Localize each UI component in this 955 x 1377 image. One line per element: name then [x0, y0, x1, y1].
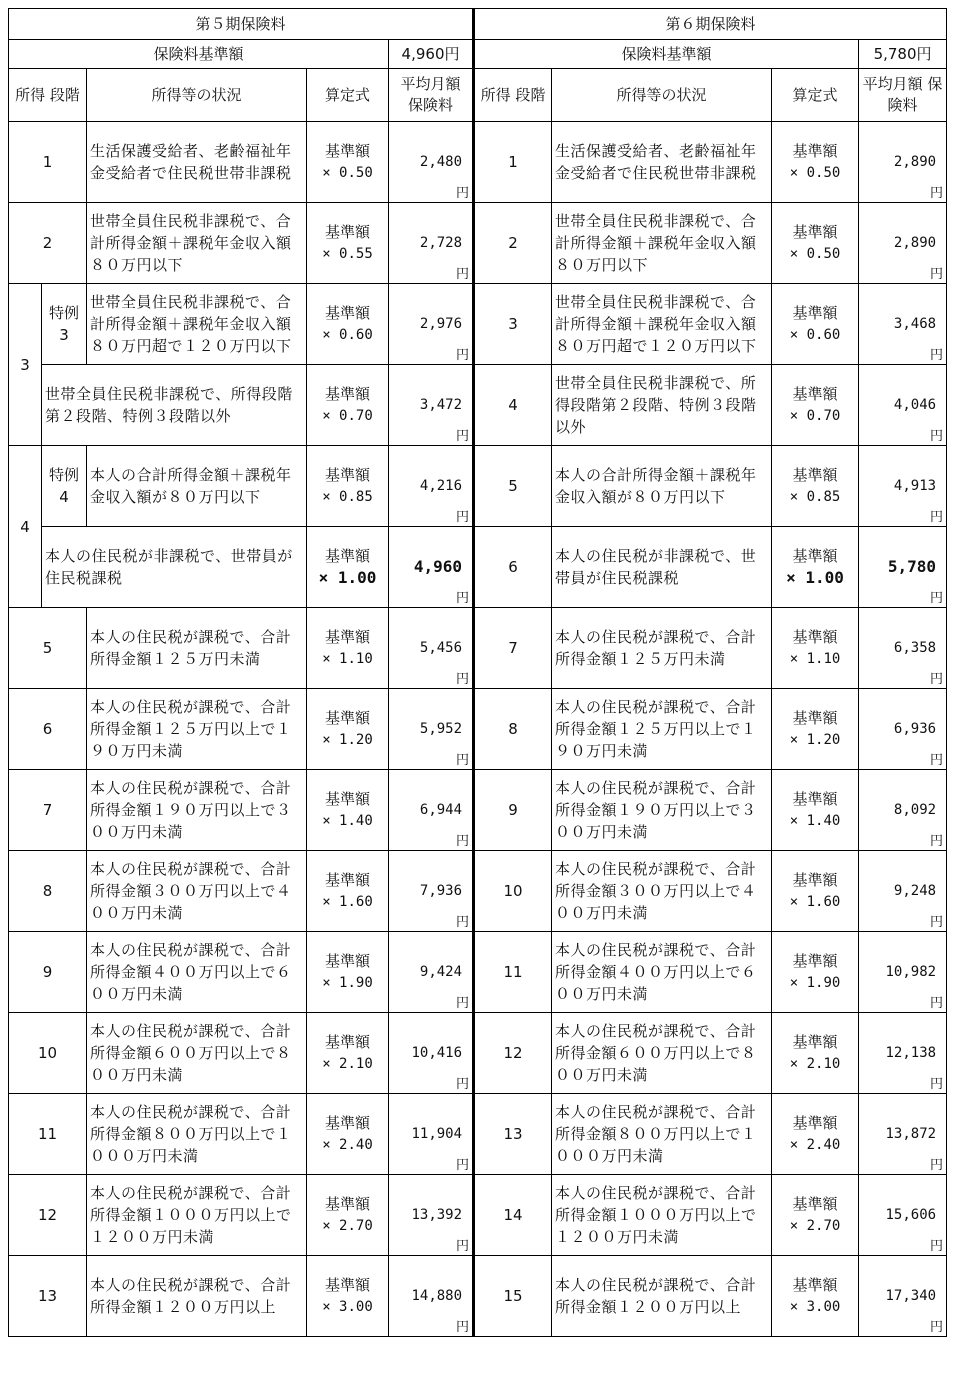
table-row [9, 203, 947, 284]
col-stage-5: 所得 段階 [9, 69, 87, 122]
stage-cell-6: 11 [474, 932, 552, 1013]
status-cell-6: 本人の住民税が課税で、合計所得金額１２００万円以上 [552, 1256, 772, 1337]
amount-value: 6,944 [419, 802, 463, 818]
formula-multiplier: × 1.10 [789, 651, 841, 667]
formula-cell-6 [772, 527, 859, 608]
status-cell-6: 世帯全員住民税非課税で、所得段階第２段階、特例３段階以外 [552, 365, 772, 446]
formula-multiplier: × 1.60 [322, 894, 373, 910]
amount-cell-6 [859, 1256, 947, 1337]
stage-group-3: 3 [9, 284, 42, 446]
stage-cell-5: 1 [9, 122, 87, 203]
formula-multiplier: × 0.85 [789, 489, 841, 505]
amount-value: 17,340 [885, 1288, 937, 1304]
status-cell-6: 本人の住民税が課税で、合計所得金額１０００万円以上で１２００万円未満 [552, 1175, 772, 1256]
status-cell-6: 世帯全員住民税非課税で、合計所得金額＋課税年金収入額８０万円以下 [552, 203, 772, 284]
formula-multiplier: × 2.10 [322, 1056, 373, 1072]
amount-cell-5 [389, 122, 474, 203]
special-stage-4: 特例 4 [42, 446, 87, 527]
formula-multiplier: × 0.50 [789, 246, 841, 262]
amount-cell-5 [389, 689, 474, 770]
yen-unit: 円 [930, 753, 944, 768]
formula-multiplier: × 1.20 [789, 732, 841, 748]
stage-cell-6: 7 [474, 608, 552, 689]
formula-cell-6 [772, 851, 859, 932]
formula-label: 基準額 [324, 1276, 370, 1294]
amount-value: 2,890 [893, 154, 937, 170]
yen-unit: 円 [456, 1320, 470, 1335]
status-cell-5: 本人の合計所得金額＋課税年金収入額が８０万円以下 [87, 446, 307, 527]
formula-multiplier: × 1.00 [786, 568, 844, 587]
formula-label: 基準額 [792, 1114, 838, 1132]
yen-unit: 円 [456, 591, 470, 606]
yen-unit: 円 [456, 996, 470, 1011]
formula-cell-5 [307, 689, 389, 770]
stage-cell-6: 2 [474, 203, 552, 284]
formula-label: 基準額 [324, 1114, 370, 1132]
formula-label: 基準額 [324, 304, 370, 322]
table-row [9, 122, 947, 203]
base-label-6: 保険料基準額 [474, 40, 859, 69]
formula-multiplier: × 1.40 [789, 813, 841, 829]
amount-value: 13,392 [411, 1207, 463, 1223]
col-formula-5: 算定式 [307, 69, 389, 122]
formula-cell-6 [772, 1094, 859, 1175]
formula-cell-5 [307, 122, 389, 203]
amount-cell-5 [389, 932, 474, 1013]
amount-cell-6 [859, 203, 947, 284]
formula-multiplier: × 0.85 [322, 489, 373, 505]
column-header-row [9, 69, 947, 122]
amount-value: 4,913 [893, 478, 937, 494]
amount-value: 7,936 [419, 883, 463, 899]
amount-value: 11,904 [411, 1126, 463, 1142]
yen-unit: 円 [456, 510, 470, 525]
yen-unit: 円 [456, 834, 470, 849]
formula-multiplier: × 1.90 [789, 975, 841, 991]
formula-multiplier: × 0.70 [322, 408, 373, 424]
formula-multiplier: × 0.55 [322, 246, 373, 262]
formula-cell-5 [307, 932, 389, 1013]
formula-cell-6 [772, 284, 859, 365]
formula-label: 基準額 [324, 628, 370, 646]
premium-comparison-table [8, 8, 947, 1337]
yen-unit: 円 [456, 267, 470, 282]
stage-cell-5: 8 [9, 851, 87, 932]
formula-label: 基準額 [792, 1276, 838, 1294]
yen-unit: 円 [930, 1239, 944, 1254]
amount-value: 3,472 [419, 397, 463, 413]
formula-multiplier: × 2.40 [322, 1137, 373, 1153]
status-cell-6: 本人の住民税が課税で、合計所得金額６００万円以上で８００万円未満 [552, 1013, 772, 1094]
stage-cell-6: 9 [474, 770, 552, 851]
amount-value: 5,456 [419, 640, 463, 656]
yen-unit: 円 [930, 1320, 944, 1335]
amount-cell-6 [859, 608, 947, 689]
status-cell-6: 世帯全員住民税非課税で、合計所得金額＋課税年金収入額８０万円超で１２０万円以下 [552, 284, 772, 365]
yen-unit: 円 [456, 429, 470, 444]
yen-unit: 円 [930, 672, 944, 687]
amount-value: 2,480 [419, 154, 463, 170]
stage-cell-6: 12 [474, 1013, 552, 1094]
formula-multiplier: × 0.50 [322, 165, 373, 181]
formula-multiplier: × 1.40 [322, 813, 373, 829]
status-cell-5: 世帯全員住民税非課税で、所得段階第２段階、特例３段階以外 [42, 365, 307, 446]
formula-multiplier: × 3.00 [322, 1299, 373, 1315]
formula-label: 基準額 [324, 709, 370, 727]
period-title-row [9, 9, 947, 40]
formula-label: 基準額 [324, 1033, 370, 1051]
formula-multiplier: × 2.70 [789, 1218, 841, 1234]
yen-unit: 円 [930, 429, 944, 444]
formula-cell-6 [772, 932, 859, 1013]
amount-value: 6,358 [893, 640, 937, 656]
table-row [9, 1256, 947, 1337]
formula-cell-6 [772, 689, 859, 770]
formula-cell-6 [772, 1013, 859, 1094]
amount-cell-5 [389, 365, 474, 446]
formula-cell-5 [307, 284, 389, 365]
status-cell-6: 生活保護受給者、老齢福祉年金受給者で住民税世帯非課税 [552, 122, 772, 203]
formula-label: 基準額 [324, 547, 370, 565]
formula-cell-5 [307, 1256, 389, 1337]
yen-unit: 円 [930, 591, 944, 606]
amount-cell-6 [859, 446, 947, 527]
amount-cell-6 [859, 689, 947, 770]
status-cell-5: 本人の住民税が課税で、合計所得金額１２５万円未満 [87, 608, 307, 689]
formula-label: 基準額 [324, 871, 370, 889]
formula-cell-5 [307, 1175, 389, 1256]
formula-cell-6 [772, 1175, 859, 1256]
formula-cell-6 [772, 1256, 859, 1337]
col-stage-6: 所得 段階 [474, 69, 552, 122]
amount-cell-6 [859, 1094, 947, 1175]
amount-value: 9,424 [419, 964, 463, 980]
col-status-6: 所得等の状況 [552, 69, 772, 122]
formula-cell-5 [307, 446, 389, 527]
base-value-5: 4,960円 [389, 40, 474, 69]
yen-unit: 円 [456, 186, 470, 201]
formula-multiplier: × 1.00 [318, 568, 377, 587]
stage-cell-6: 13 [474, 1094, 552, 1175]
stage-cell-6: 15 [474, 1256, 552, 1337]
document-page [8, 8, 947, 1337]
amount-cell-5 [389, 284, 474, 365]
status-cell-5: 本人の住民税が課税で、合計所得金額１９０万円以上で３００万円未満 [87, 770, 307, 851]
amount-value: 10,416 [411, 1045, 463, 1061]
stage-cell-6: 6 [474, 527, 552, 608]
formula-cell-5 [307, 203, 389, 284]
formula-label: 基準額 [324, 142, 370, 160]
formula-label: 基準額 [792, 1195, 838, 1213]
amount-cell-6 [859, 770, 947, 851]
amount-value: 8,092 [893, 802, 937, 818]
amount-value: 13,872 [885, 1126, 937, 1142]
status-cell-5: 本人の住民税が課税で、合計所得金額８００万円以上で１０００万円未満 [87, 1094, 307, 1175]
base-value-6: 5,780円 [859, 40, 947, 69]
amount-value: 9,248 [893, 883, 937, 899]
base-label-5: 保険料基準額 [9, 40, 389, 69]
amount-cell-5 [389, 527, 474, 608]
formula-multiplier: × 1.10 [322, 651, 373, 667]
stage-cell-6: 8 [474, 689, 552, 770]
yen-unit: 円 [456, 753, 470, 768]
formula-label: 基準額 [792, 304, 838, 322]
yen-unit: 円 [456, 348, 470, 363]
table-row [9, 1013, 947, 1094]
status-cell-5: 本人の住民税が課税で、合計所得金額３００万円以上で４００万円未満 [87, 851, 307, 932]
stage-cell-5: 6 [9, 689, 87, 770]
stage-cell-6: 10 [474, 851, 552, 932]
stage-cell-5: 11 [9, 1094, 87, 1175]
status-cell-6: 本人の住民税が課税で、合計所得金額１２５万円以上で１９０万円未満 [552, 689, 772, 770]
stage-cell-5: 9 [9, 932, 87, 1013]
formula-label: 基準額 [792, 790, 838, 808]
amount-cell-6 [859, 1013, 947, 1094]
yen-unit: 円 [930, 267, 944, 282]
amount-cell-6 [859, 1175, 947, 1256]
formula-cell-6 [772, 446, 859, 527]
formula-multiplier: × 3.00 [789, 1299, 841, 1315]
base-amount-row [9, 40, 947, 69]
formula-multiplier: × 1.60 [789, 894, 841, 910]
status-cell-5: 世帯全員住民税非課税で、合計所得金額＋課税年金収入額８０万円以下 [87, 203, 307, 284]
amount-value: 6,936 [893, 721, 937, 737]
yen-unit: 円 [930, 348, 944, 363]
col-amount-6: 平均月額 保険料 [859, 69, 947, 122]
formula-cell-6 [772, 770, 859, 851]
amount-value: 5,952 [419, 721, 463, 737]
amount-cell-5 [389, 1094, 474, 1175]
yen-unit: 円 [930, 510, 944, 525]
formula-label: 基準額 [324, 466, 370, 484]
formula-cell-5 [307, 608, 389, 689]
stage-cell-5: 2 [9, 203, 87, 284]
formula-multiplier: × 2.40 [789, 1137, 841, 1153]
yen-unit: 円 [930, 996, 944, 1011]
formula-multiplier: × 0.70 [789, 408, 841, 424]
status-cell-5: 本人の住民税が課税で、合計所得金額６００万円以上で８００万円未満 [87, 1013, 307, 1094]
amount-cell-6 [859, 122, 947, 203]
status-cell-5: 本人の住民税が非課税で、世帯員が住民税課税 [42, 527, 307, 608]
status-cell-6: 本人の住民税が課税で、合計所得金額３００万円以上で４００万円未満 [552, 851, 772, 932]
table-row [9, 1175, 947, 1256]
formula-multiplier: × 2.10 [789, 1056, 841, 1072]
yen-unit: 円 [930, 834, 944, 849]
amount-value: 2,890 [893, 235, 937, 251]
stage-cell-5: 7 [9, 770, 87, 851]
amount-value: 4,216 [419, 478, 463, 494]
amount-cell-6 [859, 365, 947, 446]
amount-cell-5 [389, 770, 474, 851]
formula-cell-6 [772, 365, 859, 446]
amount-cell-6 [859, 284, 947, 365]
status-cell-6: 本人の合計所得金額＋課税年金収入額が８０万円以下 [552, 446, 772, 527]
amount-value: 15,606 [885, 1207, 937, 1223]
stage-cell-5: 5 [9, 608, 87, 689]
stage-cell-5: 10 [9, 1013, 87, 1094]
amount-cell-5 [389, 1175, 474, 1256]
status-cell-6: 本人の住民税が課税で、合計所得金額４００万円以上で６００万円未満 [552, 932, 772, 1013]
table-row [9, 608, 947, 689]
col-status-5: 所得等の状況 [87, 69, 307, 122]
amount-cell-5 [389, 203, 474, 284]
period5-title: 第５期保険料 [9, 9, 474, 40]
amount-cell-5 [389, 851, 474, 932]
amount-cell-5 [389, 1256, 474, 1337]
formula-label: 基準額 [324, 952, 370, 970]
formula-label: 基準額 [792, 466, 838, 484]
status-cell-5: 本人の住民税が課税で、合計所得金額１０００万円以上で１２００万円未満 [87, 1175, 307, 1256]
formula-multiplier: × 1.20 [322, 732, 373, 748]
table-row [9, 851, 947, 932]
formula-cell-5 [307, 851, 389, 932]
special-stage-3: 特例 3 [42, 284, 87, 365]
formula-cell-6 [772, 203, 859, 284]
table-row [9, 689, 947, 770]
formula-label: 基準額 [324, 790, 370, 808]
formula-label: 基準額 [792, 223, 838, 241]
formula-label: 基準額 [792, 1033, 838, 1051]
stage-cell-6: 5 [474, 446, 552, 527]
yen-unit: 円 [930, 915, 944, 930]
formula-cell-5 [307, 1094, 389, 1175]
formula-label: 基準額 [324, 223, 370, 241]
amount-value: 2,728 [419, 235, 463, 251]
stage-group-4: 4 [9, 446, 42, 608]
col-amount-5: 平均月額 保険料 [389, 69, 474, 122]
yen-unit: 円 [456, 1158, 470, 1173]
table-row [9, 770, 947, 851]
table-row [9, 932, 947, 1013]
amount-value: 14,880 [411, 1288, 463, 1304]
stage-cell-6: 14 [474, 1175, 552, 1256]
amount-cell-5 [389, 608, 474, 689]
status-cell-5: 生活保護受給者、老齢福祉年金受給者で住民税世帯非課税 [87, 122, 307, 203]
yen-unit: 円 [930, 186, 944, 201]
status-cell-5: 本人の住民税が課税で、合計所得金額４００万円以上で６００万円未満 [87, 932, 307, 1013]
stage-cell-5: 12 [9, 1175, 87, 1256]
stage-cell-6: 4 [474, 365, 552, 446]
formula-cell-6 [772, 608, 859, 689]
amount-cell-5 [389, 446, 474, 527]
status-cell-6: 本人の住民税が課税で、合計所得金額１２５万円未満 [552, 608, 772, 689]
formula-label: 基準額 [792, 709, 838, 727]
amount-value: 4,960 [413, 557, 463, 576]
col-formula-6: 算定式 [772, 69, 859, 122]
formula-cell-5 [307, 527, 389, 608]
amount-value: 5,780 [887, 557, 937, 576]
formula-multiplier: × 0.60 [322, 327, 373, 343]
stage-cell-6: 3 [474, 284, 552, 365]
amount-value: 4,046 [893, 397, 937, 413]
formula-label: 基準額 [792, 628, 838, 646]
status-cell-5: 世帯全員住民税非課税で、合計所得金額＋課税年金収入額８０万円超で１２０万円以下 [87, 284, 307, 365]
yen-unit: 円 [930, 1158, 944, 1173]
table-row [9, 446, 947, 527]
period6-title: 第６期保険料 [474, 9, 947, 40]
amount-cell-5 [389, 1013, 474, 1094]
table-row [9, 284, 947, 365]
formula-label: 基準額 [324, 385, 370, 403]
status-cell-6: 本人の住民税が課税で、合計所得金額１９０万円以上で３００万円未満 [552, 770, 772, 851]
table-row [9, 1094, 947, 1175]
yen-unit: 円 [456, 1077, 470, 1092]
formula-multiplier: × 0.60 [789, 327, 841, 343]
table-row [9, 527, 947, 608]
formula-label: 基準額 [792, 385, 838, 403]
status-cell-6: 本人の住民税が非課税で、世帯員が住民税課税 [552, 527, 772, 608]
stage-cell-5: 13 [9, 1256, 87, 1337]
yen-unit: 円 [930, 1077, 944, 1092]
status-cell-5: 本人の住民税が課税で、合計所得金額１２００万円以上 [87, 1256, 307, 1337]
amount-cell-6 [859, 932, 947, 1013]
formula-multiplier: × 1.90 [322, 975, 373, 991]
formula-cell-5 [307, 1013, 389, 1094]
amount-cell-6 [859, 851, 947, 932]
formula-label: 基準額 [792, 871, 838, 889]
formula-multiplier: × 0.50 [789, 165, 841, 181]
formula-label: 基準額 [792, 142, 838, 160]
status-cell-6: 本人の住民税が課税で、合計所得金額８００万円以上で１０００万円未満 [552, 1094, 772, 1175]
formula-cell-5 [307, 770, 389, 851]
yen-unit: 円 [456, 1239, 470, 1254]
formula-cell-6 [772, 122, 859, 203]
amount-value: 3,468 [893, 316, 937, 332]
yen-unit: 円 [456, 915, 470, 930]
formula-multiplier: × 2.70 [322, 1218, 373, 1234]
stage-cell-6: 1 [474, 122, 552, 203]
amount-value: 10,982 [885, 964, 937, 980]
formula-label: 基準額 [324, 1195, 370, 1213]
amount-value: 12,138 [885, 1045, 937, 1061]
formula-label: 基準額 [792, 547, 838, 565]
table-row [9, 365, 947, 446]
yen-unit: 円 [456, 672, 470, 687]
amount-value: 2,976 [419, 316, 463, 332]
amount-cell-6 [859, 527, 947, 608]
status-cell-5: 本人の住民税が課税で、合計所得金額１２５万円以上で１９０万円未満 [87, 689, 307, 770]
formula-label: 基準額 [792, 952, 838, 970]
formula-cell-5 [307, 365, 389, 446]
